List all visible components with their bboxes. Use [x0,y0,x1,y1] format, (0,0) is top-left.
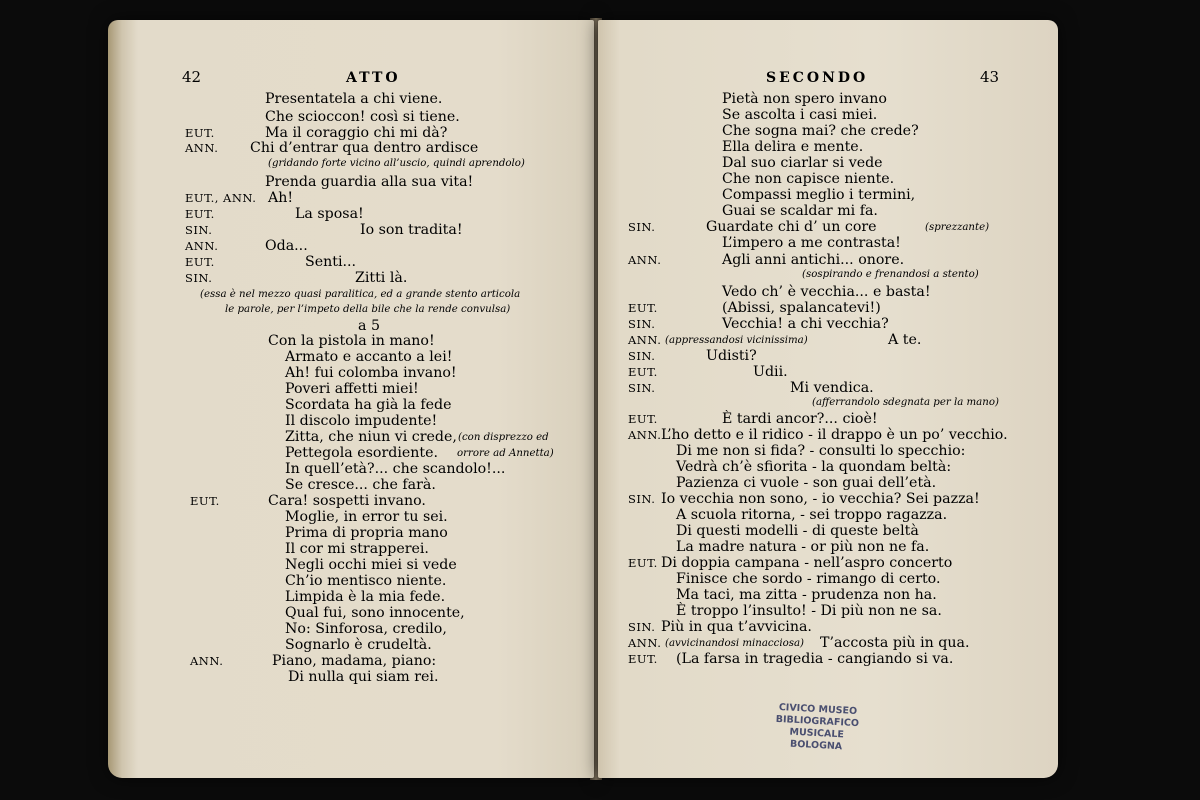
verse-line: T’accosta più in qua. [820,635,970,651]
stage-direction: (con disprezzo ed [458,432,549,443]
verse-line: Armato e accanto a lei! [285,349,453,365]
speaker-label: SIN. [628,220,656,234]
verse-line: Vedrà ch’è sfiorita - la quondam beltà: [676,459,952,475]
verse-line: Che scioccon! così si tiene. [265,109,460,125]
speaker-label: ANN. [190,654,224,668]
stage-direction: (gridando forte vicino all’uscio, quindi aprendolo) [268,158,525,169]
verse-line: A te. [888,332,922,348]
verse-line: Qual fui, sono innocente, [285,605,465,621]
library-stamp [751,701,883,756]
ensemble-heading: a 5 [358,318,380,334]
speaker-label: EUT. [185,126,215,140]
verse-line: Vecchia! a chi vecchia? [722,316,889,332]
verse-line: Guai se scaldar mi fa. [722,203,878,219]
stage-direction: (sprezzante) [925,222,990,233]
verse-line: Senti... [305,254,357,270]
verse-line: Il discolo impudente! [285,413,438,429]
verse-line: Dal suo ciarlar si vede [722,155,883,171]
speaker-label: EUT., ANN. [185,191,257,205]
speaker-label: EUT. [628,652,658,666]
verse-line: Negli occhi miei si vede [285,557,457,573]
verse-line: Piano, madama, piano: [272,653,437,669]
stage-direction: (avvicinandosi minacciosa) [665,638,804,649]
speaker-label: EUT. [185,207,215,221]
verse-line: Scordata ha già la fede [285,397,452,413]
verse-line: Ah! fui colomba invano! [285,365,457,381]
speaker-label: ANN. [185,239,219,253]
speaker-label: SIN. [628,620,656,634]
verse-line: È tardi ancor?... cioè! [722,411,878,427]
verse-line: L’impero a me contrasta! [722,235,901,251]
verse-line: Poveri affetti miei! [285,381,419,397]
right-page-number: 43 [980,68,1000,86]
verse-line: No: Sinforosa, credilo, [285,621,447,637]
left-page-number: 42 [182,68,202,86]
verse-line: Se cresce... che farà. [285,477,436,493]
verse-line: Zitta, che niun vi crede, [285,429,457,445]
verse-line: Presentatela a chi viene. [265,91,443,107]
speaker-label: EUT. [185,255,215,269]
right-running-head: SECONDO [766,70,869,86]
speaker-label: ANN. [628,428,662,442]
verse-line: Guardate chi d’ un core [706,219,877,235]
verse-line: Sognarlo è crudeltà. [285,637,432,653]
verse-line: Zitti là. [355,270,408,286]
speaker-label: ANN. [628,636,662,650]
stage-direction: orrore ad Annetta) [457,448,554,459]
speaker-label: SIN. [185,223,213,237]
verse-line: Il cor mi strapperei. [285,541,429,557]
speaker-label: EUT. [628,301,658,315]
stage-direction: (appressandosi vicinissima) [665,335,808,346]
verse-line: Cara! sospetti invano. [268,493,426,509]
verse-line: Ah! [268,190,294,206]
stage-direction: le parole, per l’impeto della bile che la rende convulsa) [225,304,511,315]
speaker-label: SIN. [628,317,656,331]
verse-line: In quell’età?... che scandolo!... [285,461,506,477]
verse-line: Di nulla qui siam rei. [288,669,439,685]
verse-line: Prima di propria mano [285,525,448,541]
verse-line: Pettegola esordiente. [285,445,438,461]
verse-line: Limpida è la mia fede. [285,589,446,605]
verse-line: Pazienza ci vuole - son guai dell’età. [676,475,937,491]
verse-line: Mi vendica. [790,380,874,396]
verse-line: Io vecchia non sono, - io vecchia? Sei pazza! [661,491,980,507]
verse-line: Vedo ch’ è vecchia... e basta! [722,284,931,300]
speaker-label: EUT. [628,412,658,426]
verse-line: Con la pistola in mano! [268,333,435,349]
speaker-label: SIN. [628,381,656,395]
verse-line: Oda... [265,238,308,254]
verse-line: Chi d’entrar qua dentro ardisce [250,140,479,156]
verse-line: A scuola ritorna, - sei troppo ragazza. [676,507,948,523]
verse-line: Udii. [753,364,788,380]
stamp-line: CIVICO MUSEO [778,701,858,718]
verse-line: Di doppia campana - nell’aspro concerto [661,555,953,571]
verse-line: La sposa! [295,206,364,222]
verse-line: Udisti? [706,348,757,364]
left-running-head: ATTO [346,70,401,86]
verse-line: Io son tradita! [360,222,463,238]
verse-line: Ella delira e mente. [722,139,864,155]
stage-direction: (sospirando e frenandosi a stento) [802,269,979,280]
stamp-line: BOLOGNA [789,738,843,753]
verse-line: Che non capisce niente. [722,171,895,187]
verse-line: Pietà non spero invano [722,91,887,107]
speaker-label: SIN. [185,271,213,285]
verse-line: Finisce che sordo - rimango di certo. [676,571,941,587]
verse-line: Ma taci, ma zitta - prudenza non ha. [676,587,937,603]
speaker-label: EUT. [628,556,658,570]
verse-line: Se ascolta i casi miei. [722,107,878,123]
speaker-label: SIN. [628,349,656,363]
stage-direction: (essa è nel mezzo quasi paralitica, ed a grande stento articola [200,289,521,300]
verse-line: Ma il coraggio chi mi dà? [265,125,448,141]
stamp-line: BIBLIOGRAFICO MUSICALE [775,713,860,741]
verse-line: La madre natura - or più non ne fa. [676,539,930,555]
stage-direction: (afferrandolo sdegnata per la mano) [812,397,999,408]
verse-line: Ch’io mentisco niente. [285,573,447,589]
verse-line: (La farsa in tragedia - cangiando si va. [676,651,954,667]
verse-line: Prenda guardia alla sua vita! [265,174,474,190]
verse-line: Agli anni antichi... onore. [722,252,905,268]
verse-line: Moglie, in error tu sei. [285,509,448,525]
speaker-label: ANN. [628,253,662,267]
speaker-label: ANN. [628,333,662,347]
speaker-label: ANN. [185,141,219,155]
verse-line: L’ho detto e il ridico - il drappo è un po’ vecchio. [661,427,1008,443]
verse-line: Che sogna mai? che crede? [722,123,919,139]
verse-line: Compassi meglio i termini, [722,187,916,203]
speaker-label: EUT. [628,365,658,379]
verse-line: È troppo l’insulto! - Di più non ne sa. [676,603,942,619]
verse-line: Di me non si fida? - consulti lo specchio: [676,443,966,459]
speaker-label: EUT. [190,494,220,508]
verse-line: Più in qua t’avvicina. [661,619,812,635]
verse-line: (Abissi, spalancatevi!) [722,300,881,316]
verse-line: Di questi modelli - di queste beltà [676,523,919,539]
speaker-label: SIN. [628,492,656,506]
